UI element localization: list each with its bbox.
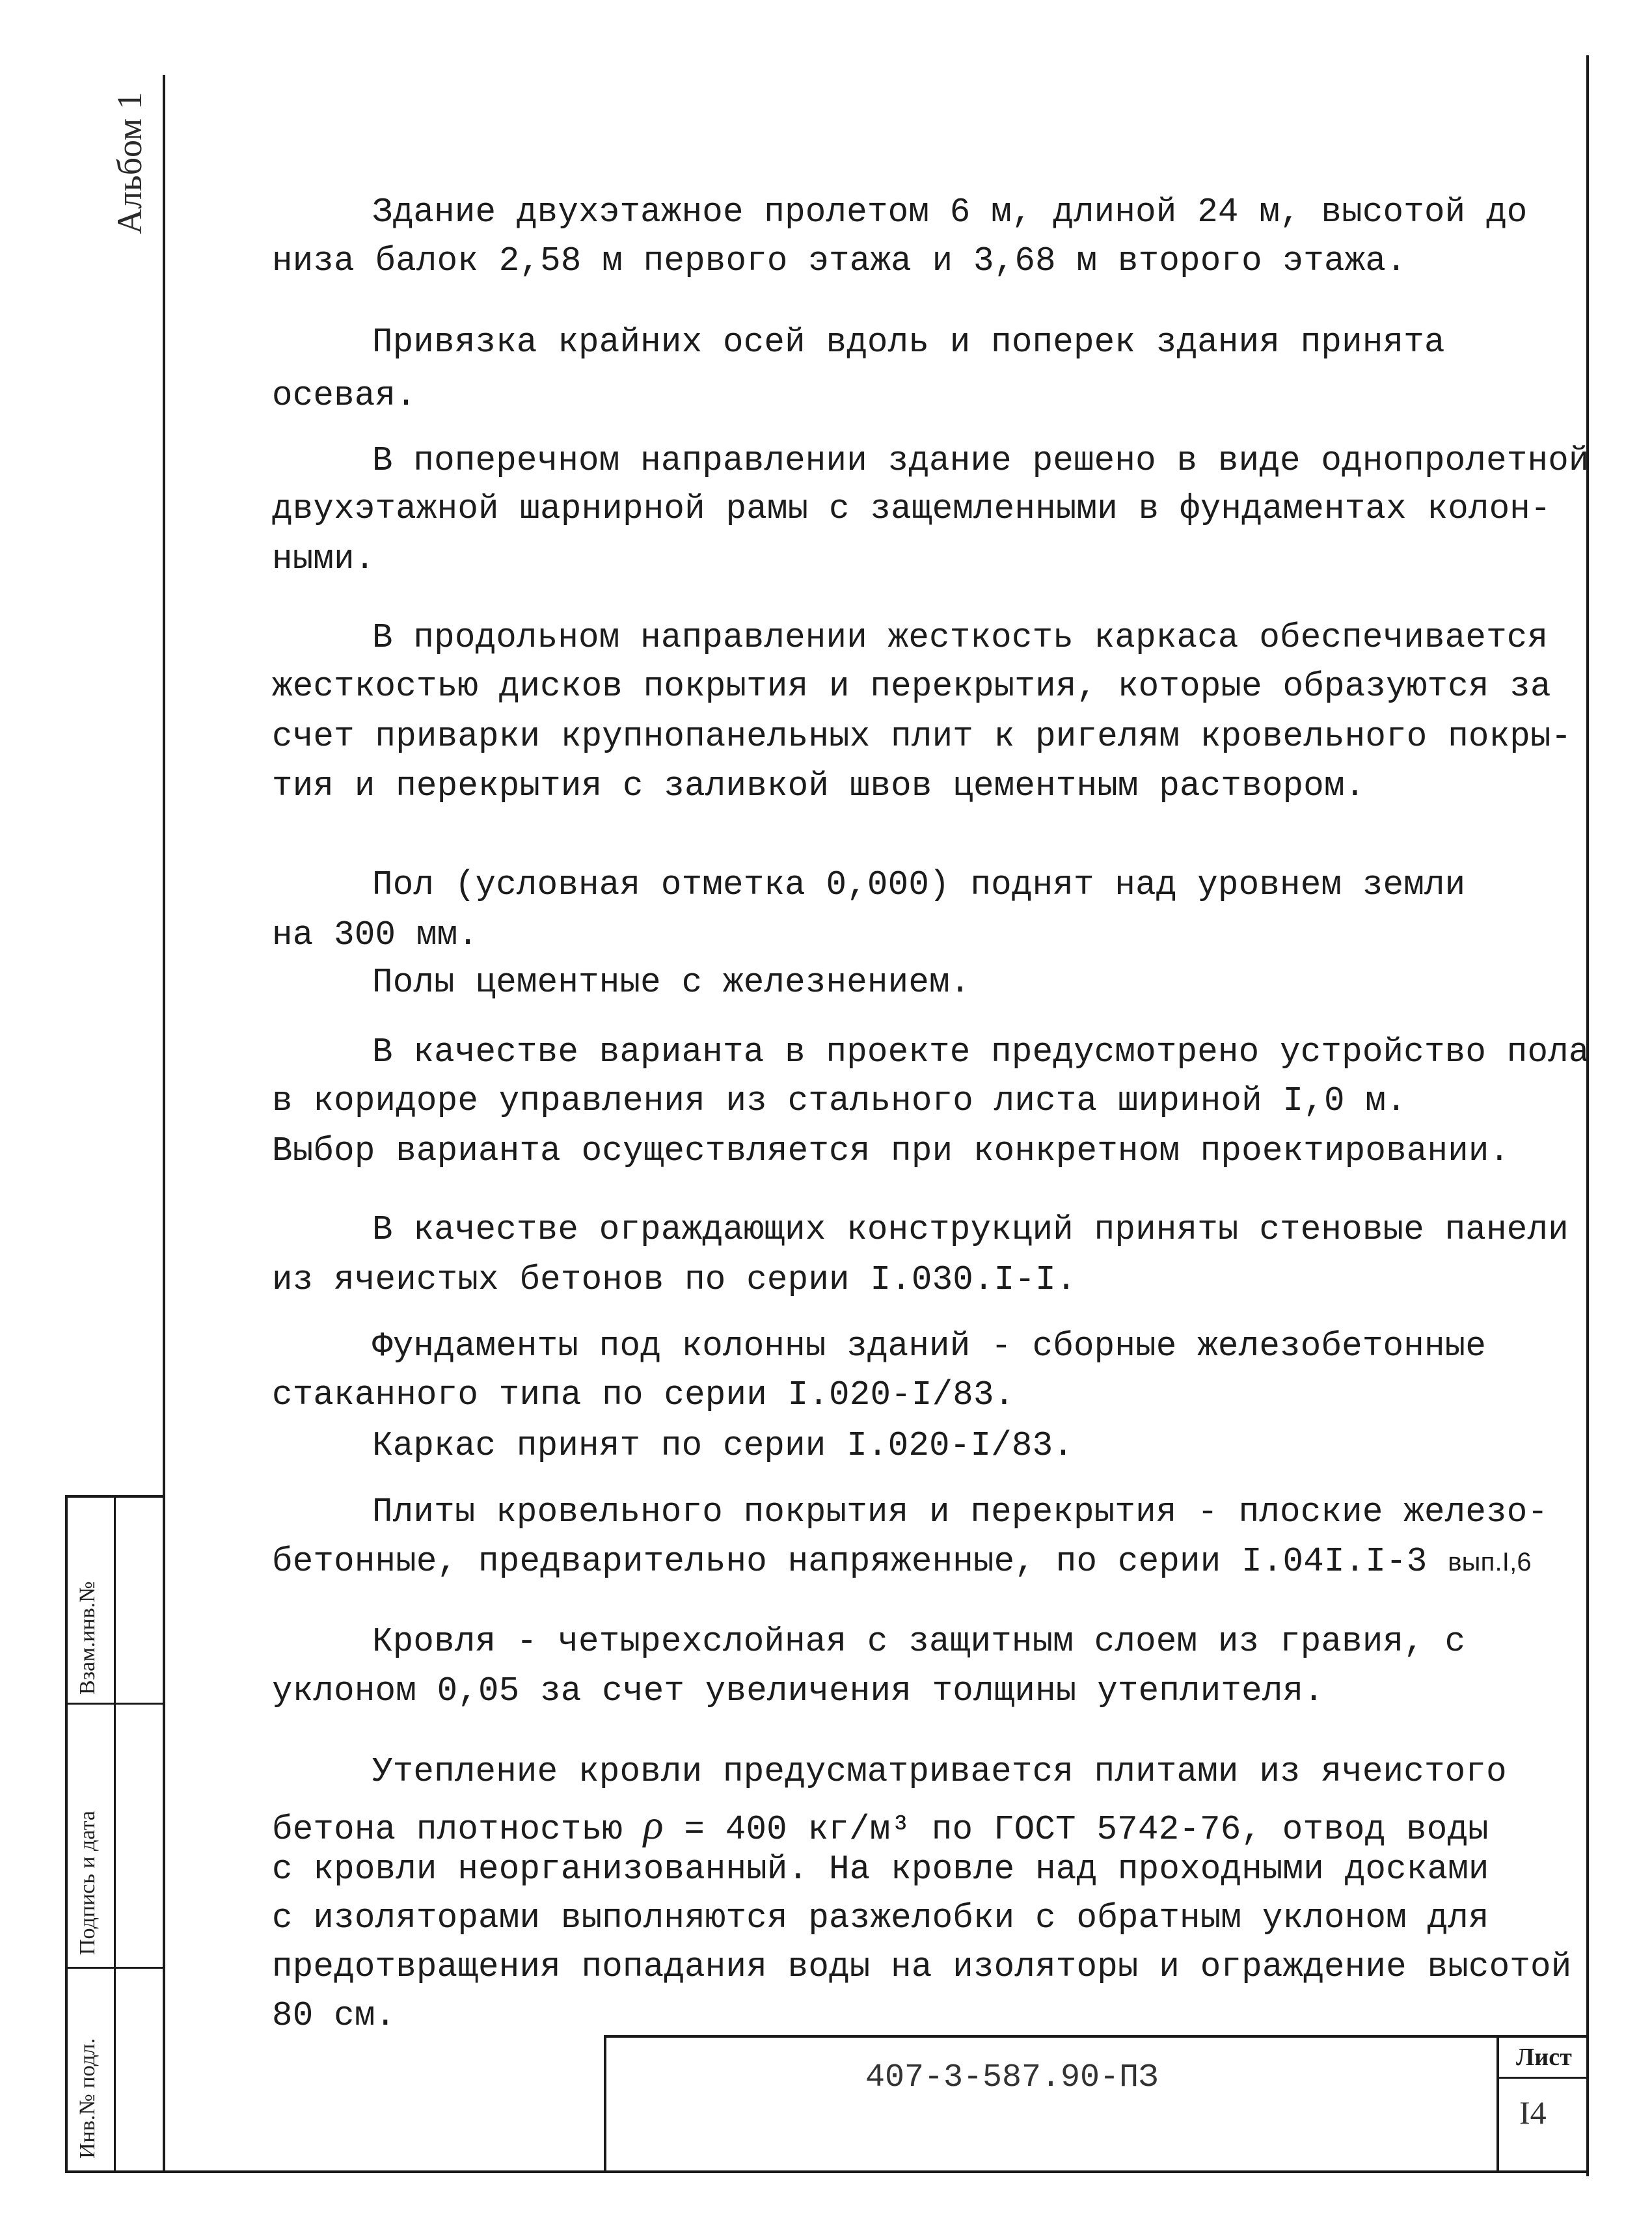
- text-line: В продольном направлении жесткость каркаса обеспечивается: [372, 618, 1549, 657]
- density-symbol: ρ: [643, 1802, 664, 1848]
- text-line: Привязка крайних осей вдоль и поперек здания принята: [372, 323, 1445, 362]
- text-line: с кровли неорганизованный. На кровле над проходными досками: [272, 1850, 1489, 1889]
- text-line: В поперечном направлении здание решено в виде однопролетной: [372, 441, 1590, 480]
- sheet-label: Лист: [1516, 2044, 1572, 2071]
- text-line: Выбор варианта осуществляется при конкретном проектировании.: [272, 1131, 1510, 1170]
- text-line: В качестве варианта в проекте предусмотрено устройство пола: [372, 1033, 1590, 1072]
- text-line: 80 см.: [272, 1996, 396, 2035]
- side-stamp-signature-date: Подпись и дата: [75, 1811, 100, 1955]
- text-line: Здание двухэтажное пролетом 6 м, длиной 24 м, высотой до: [372, 193, 1528, 232]
- text-line: на 300 мм.: [272, 915, 479, 954]
- text-line: [272, 1542, 1532, 1581]
- text-fragment: бетона плотностью: [272, 1810, 623, 1849]
- text-line: предотвращения попадания воды на изоляторы и ограждение высотой: [272, 1947, 1572, 1986]
- issue-suffix: вып.I,6: [1448, 1548, 1532, 1576]
- text-line: Пол (условная отметка 0,000) поднят над уровнем земли: [372, 865, 1466, 904]
- text-line: Плиты кровельного покрытия и перекрытия - плоские железо-: [372, 1493, 1549, 1532]
- sheet-number: I4: [1519, 2094, 1547, 2131]
- side-stamp-original-inv: Инв.№ подл.: [75, 2038, 100, 2159]
- text-line: Кровля - четырехслойная с защитным слоем из гравия, с: [372, 1622, 1466, 1661]
- text-line: [272, 1801, 1489, 1849]
- side-stamp-exchange-inv: Взам.инв.№: [75, 1581, 100, 1695]
- text-line: В качестве ограждающих конструкций приняты стеновые панели: [372, 1210, 1569, 1249]
- album-label: Альбом 1: [110, 92, 149, 234]
- text-line: Полы цементные с железнением.: [372, 963, 971, 1002]
- text-line: из ячеистых бетонов по серии I.030.I-I.: [272, 1260, 1077, 1299]
- text-line: уклоном 0,05 за счет увеличения толщины утеплителя.: [272, 1671, 1324, 1710]
- text-line: в коридоре управления из стального листа шириной I,0 м.: [272, 1081, 1407, 1120]
- text-line: Фундаменты под колонны зданий - сборные железобетонные: [372, 1327, 1487, 1366]
- text-line: двухэтажной шарнирной рамы с защемленными в фундаментах колон-: [272, 489, 1551, 528]
- text-line: тия и перекрытия с заливкой швов цементным раствором.: [272, 766, 1366, 805]
- text-line: Каркас принят по серии I.020-I/83.: [372, 1426, 1074, 1465]
- text-line: стаканного типа по серии I.020-I/83.: [272, 1375, 1015, 1414]
- text-line: Утепление кровли предусматривается плитами из ячеистого: [372, 1752, 1507, 1791]
- document-code: 407-3-587.90-ПЗ: [865, 2059, 1159, 2096]
- text-fragment: бетонные, предварительно напряженные, по серии I.04I.I-3: [272, 1542, 1428, 1581]
- text-line: счет приварки крупнопанельных плит к ригелям кровельного покры-: [272, 717, 1572, 756]
- text-line: жесткостью дисков покрытия и перекрытия, которые образуются за: [272, 667, 1551, 706]
- text-line: низа балок 2,58 м первого этажа и 3,68 м второго этажа.: [272, 241, 1407, 280]
- text-line: осевая.: [272, 376, 416, 415]
- text-line: ными.: [272, 539, 375, 578]
- text-line: с изоляторами выполняются разжелобки с обратным уклоном для: [272, 1898, 1489, 1938]
- text-fragment: = 400 кг/м³ по ГОСТ 5742-76, отвод воды: [684, 1810, 1489, 1849]
